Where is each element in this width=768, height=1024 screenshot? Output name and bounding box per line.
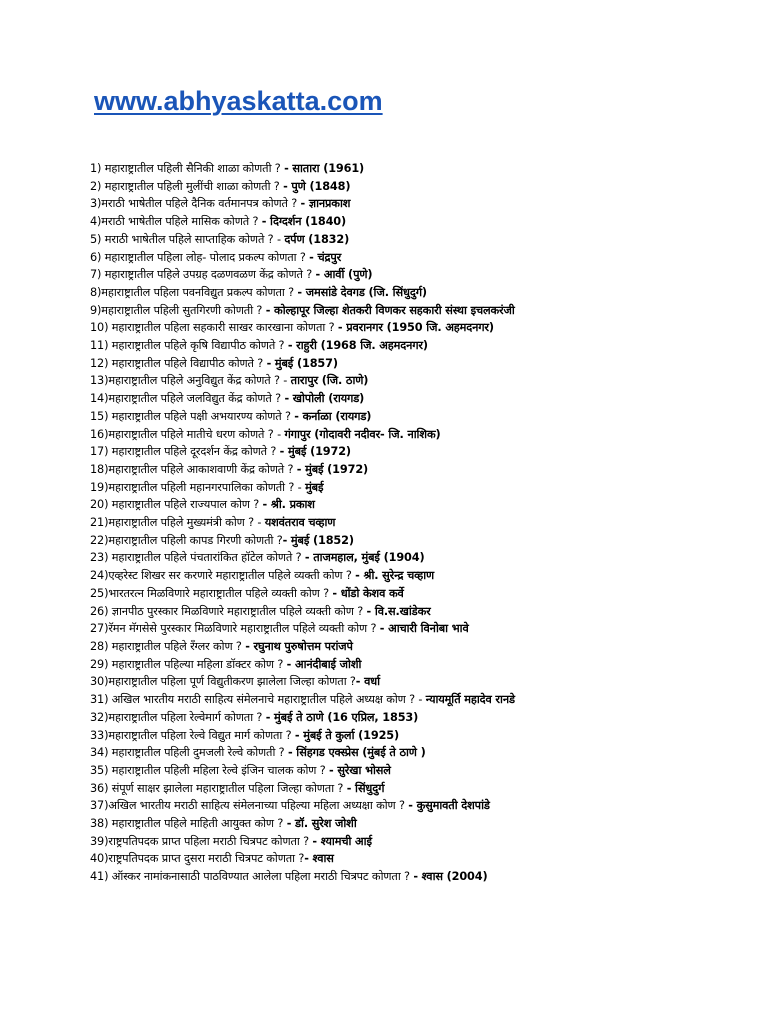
question-text: 29) महाराष्ट्रातील पहिल्या महिला डॉक्टर कोण ? (90, 657, 287, 671)
answer-text: - श्री. प्रकाश (262, 498, 315, 512)
list-item (90, 833, 730, 851)
question-text: 25)भारतरत्न मिळविणारे महाराष्ट्रातील पहिले व्यक्ती कोण ? (90, 586, 333, 600)
list-item (90, 249, 730, 267)
answer-text: - प्रवरानगर (1950 जि. अहमदनगर) (337, 321, 494, 335)
answer-text: - मुंबई (1857) (266, 356, 338, 370)
list-item (90, 496, 730, 514)
answer-text: - मुंबई ते ठाणे (16 एप्रिल, 1853) (265, 710, 419, 724)
list-item (90, 850, 730, 868)
question-text: 41) ऑस्कर नामांकनासाठी पाठविण्यात आलेला पहिला मराठी चित्रपट कोणता ? (90, 870, 414, 884)
answer-text: यशवंतराव चव्हाण (264, 516, 336, 530)
answer-text: - आचारी विनोबा भावे (379, 622, 469, 636)
question-text: 31) अखिल भारतीय मराठी साहित्य संमेलनाचे महाराष्ट्रातील पहिले अध्यक्ष कोण ? - (90, 693, 426, 707)
question-text: 26) ज्ञानपीठ पुरस्कार मिळविणारे महाराष्ट्रातील पहिले व्यक्ती कोण ? (90, 604, 367, 618)
list-item (90, 443, 730, 461)
question-text: 37)अखिल भारतीय मराठी साहित्य संमेलनाच्या पहिल्या महिला अध्यक्षा कोण ? (90, 799, 409, 813)
answer-text: गंगापुर (गोदावरी नदीवर- जि. नाशिक) (284, 427, 441, 441)
question-text: 32)महाराष्ट्रातील पहिला रेल्वेमार्ग कोणता ? (90, 710, 266, 724)
question-text: 28) महाराष्ट्रातील पहिले रॅंग्लर कोण ? (90, 639, 246, 653)
list-item (90, 656, 730, 674)
question-text: 8)महाराष्ट्रातील पहिला पवनविद्युत प्रकल्प कोणता ? (90, 285, 298, 299)
question-text: 4)मराठी भाषेतील पहिले मासिक कोणते ? (90, 215, 262, 229)
list-item (90, 213, 730, 231)
question-text: 39)राष्ट्रपतिपदक प्राप्त पहिला मराठी चित्रपट कोणता ? (90, 834, 313, 848)
question-text: 1) महाराष्ट्रातील पहिली सैनिकी शाळा कोणती ? (90, 162, 285, 175)
question-text: 18)महाराष्ट्रातील पहिले आकाशवाणी केंद्र कोणते ? (90, 462, 297, 476)
question-text: 15) महाराष्ट्रातील पहिले पक्षी अभयारण्य कोणते ? (90, 409, 295, 423)
list-item (90, 532, 730, 550)
question-text: 19)महाराष्ट्रातील पहिली महानगरपालिका कोणती ? - (90, 480, 306, 494)
list-item (90, 514, 730, 532)
answer-text: तारापुर (जि. ठाणे) (290, 374, 369, 388)
list-item (90, 727, 730, 745)
list-item (90, 549, 730, 567)
answer-text: - डॉ. सुरेश जोशी (286, 817, 357, 831)
list-item (90, 479, 730, 497)
list-item (90, 355, 730, 373)
list-item (90, 744, 730, 762)
list-item (90, 195, 730, 213)
question-text: 10) महाराष्ट्रातील पहिला सहकारी साखर कारखाना कोणता ? (90, 321, 338, 335)
answer-text: - श्री. सुरेन्द्र चव्हाण (355, 569, 435, 583)
question-text: 30)महाराष्ट्रातील पहिला पूर्ण विद्युतीकरण झालेला जिल्हा कोणता ? (90, 675, 356, 689)
list-item (90, 266, 730, 284)
question-text: 12) महाराष्ट्रातील पहिले विद्यापीठ कोणते ? (90, 356, 267, 370)
answer-text: न्यायमूर्ति महादेव रानडे (425, 693, 515, 707)
list-item (90, 673, 730, 691)
answer-text: - मुंबई (1972) (279, 445, 351, 459)
list-item (90, 620, 730, 638)
answer-text: - रघुनाथ पुरुषोत्तम परांजपे (245, 639, 353, 653)
question-text: 27)रॅमन मॅगसेसे पुरस्कार मिळविणारे महाराष्ट्रातील पहिले व्यक्ती कोण ? (90, 622, 380, 636)
answer-text: - राहुरी (1968 जि. अहमदनगर) (287, 339, 428, 353)
question-text: 5) मराठी भाषेतील पहिले साप्ताहिक कोणते ? - (90, 232, 285, 246)
question-list (90, 160, 730, 886)
answer-text: दर्पण (1832) (284, 232, 350, 246)
answer-text: - श्वास (304, 852, 334, 866)
answer-text: - कर्नाळा (रायगड) (294, 409, 372, 423)
answer-text: - सातारा (1961) (284, 162, 365, 175)
answer-text: - सिंधुदुर्ग (346, 781, 385, 795)
question-text: 36) संपूर्ण साक्षर झालेला महाराष्ट्रातील पहिला जिल्हा कोणता ? (90, 781, 347, 795)
list-item (90, 797, 730, 815)
list-item (90, 408, 730, 426)
list-item (90, 780, 730, 798)
list-item (90, 390, 730, 408)
list-item (90, 868, 730, 886)
answer-text: - चंद्रपुर (309, 250, 342, 264)
list-item (90, 284, 730, 302)
answer-text: - श्यामची आई (312, 834, 372, 848)
list-item (90, 231, 730, 249)
answer-text: - वर्धा (355, 675, 380, 689)
answer-text: - मुंबई (1972) (296, 462, 369, 476)
answer-text: - धोंडो केशव कर्वे (332, 586, 404, 600)
list-item (90, 461, 730, 479)
answer-text: - सुरेखा भोसले (329, 763, 391, 777)
question-text: 13)महाराष्ट्रातील पहिले अनुविद्युत केंद्र कोणते ? - (90, 374, 291, 388)
question-text: 17) महाराष्ट्रातील पहिले दूरदर्शन केंद्र कोणते ? (90, 445, 280, 459)
question-text: 23) महाराष्ट्रातील पहिले पंचतारांकित हॉटेल कोणते ? (90, 551, 305, 565)
question-text: 7) महाराष्ट्रातील पहिले उपग्रह दळणवळण केंद्र कोणते ? (90, 268, 316, 282)
question-text: 2) महाराष्ट्रातील पहिली मुलींची शाळा कोणती ? (90, 179, 284, 193)
list-item (90, 178, 730, 196)
question-text: 11) महाराष्ट्रातील पहिले कृषि विद्यापीठ कोणते ? (90, 339, 288, 353)
answer-text: - कोल्हापूर जिल्हा शेतकरी विणकर सहकारी संस्था इचलकरंजी (265, 303, 515, 317)
question-text: 9)महाराष्ट्रातील पहिली सुतगिरणी कोणती ? (90, 303, 266, 317)
list-item (90, 302, 730, 320)
answer-text: - जमसांडे देवगड (जि. सिंधुदुर्ग) (297, 285, 427, 299)
list-item (90, 762, 730, 780)
website-link[interactable]: www.abhyaskatta.com (94, 86, 383, 116)
question-text: 40)राष्ट्रपतिपदक प्राप्त दुसरा मराठी चित्रपट कोणता ? (90, 852, 305, 866)
question-text: 3)मराठी भाषेतील पहिले दैनिक वर्तमानपत्र कोणते ? (90, 197, 301, 211)
list-item (90, 160, 730, 178)
question-text: 20) महाराष्ट्रातील पहिले राज्यपाल कोण ? (90, 498, 263, 512)
answer-text: - वि.स.खांडेकर (366, 604, 431, 618)
list-item (90, 691, 730, 709)
answer-text: - पुणे (1848) (283, 179, 351, 193)
list-item (90, 603, 730, 621)
answer-text: - दिग्दर्शन (1840) (261, 215, 347, 229)
question-text: 16)महाराष्ट्रातील पहिले मातीचे धरण कोणते ? - (90, 427, 285, 441)
question-text: 21)महाराष्ट्रातील पहिले मुख्यमंत्री कोण ? - (90, 516, 265, 530)
question-text: 35) महाराष्ट्रातील पहिली महिला रेल्वे इंजिन चालक कोण ? (90, 763, 329, 777)
list-item (90, 372, 730, 390)
question-text: 34) महाराष्ट्रातील पहिली दुमजली रेल्वे कोणती ? (90, 746, 288, 760)
list-item (90, 337, 730, 355)
answer-text: - श्वास (2004) (413, 870, 488, 884)
list-item (90, 567, 730, 585)
list-item (90, 426, 730, 444)
list-item (90, 319, 730, 337)
answer-text: - ताजमहाल, मुंबई (1904) (304, 551, 425, 565)
question-text: 33)महाराष्ट्रातील पहिला रेल्वे विद्युत मार्ग कोणता ? (90, 728, 295, 742)
list-item (90, 638, 730, 656)
answer-text: - कुसुमावती देशपांडे (408, 799, 490, 813)
question-text: 22)महाराष्ट्रातील पहिली कापड गिरणी कोणती ? (90, 533, 283, 547)
answer-text: मुंबई (305, 480, 324, 494)
question-text: 6) महाराष्ट्रातील पहिला लोह- पोलाद प्रकल्प कोणता ? (90, 250, 310, 264)
answer-text: - खोपोली (रायगड) (284, 392, 365, 406)
answer-text: - मुंबई (1852) (282, 533, 354, 547)
list-item (90, 585, 730, 603)
question-text: 24)एव्हरेस्ट शिखर सर करणारे महाराष्ट्रातील पहिले व्यक्ती कोण ? (90, 569, 356, 583)
answer-text: - सिंहगड एक्स्प्रेस (मुंबई ते ठाणे ) (287, 746, 426, 760)
list-item (90, 709, 730, 727)
question-text: 38) महाराष्ट्रातील पहिले माहिती आयुक्त कोण ? (90, 817, 287, 831)
answer-text: - ज्ञानप्रकाश (300, 197, 351, 211)
question-text: 14)महाराष्ट्रातील पहिले जलविद्युत केंद्र कोणते ? (90, 392, 285, 406)
answer-text: - मुंबई ते कुर्ला (1925) (294, 728, 399, 742)
list-item (90, 815, 730, 833)
answer-text: - आनंदीबाई जोशी (286, 657, 362, 671)
answer-text: - आर्वी (पुणे) (315, 268, 373, 282)
